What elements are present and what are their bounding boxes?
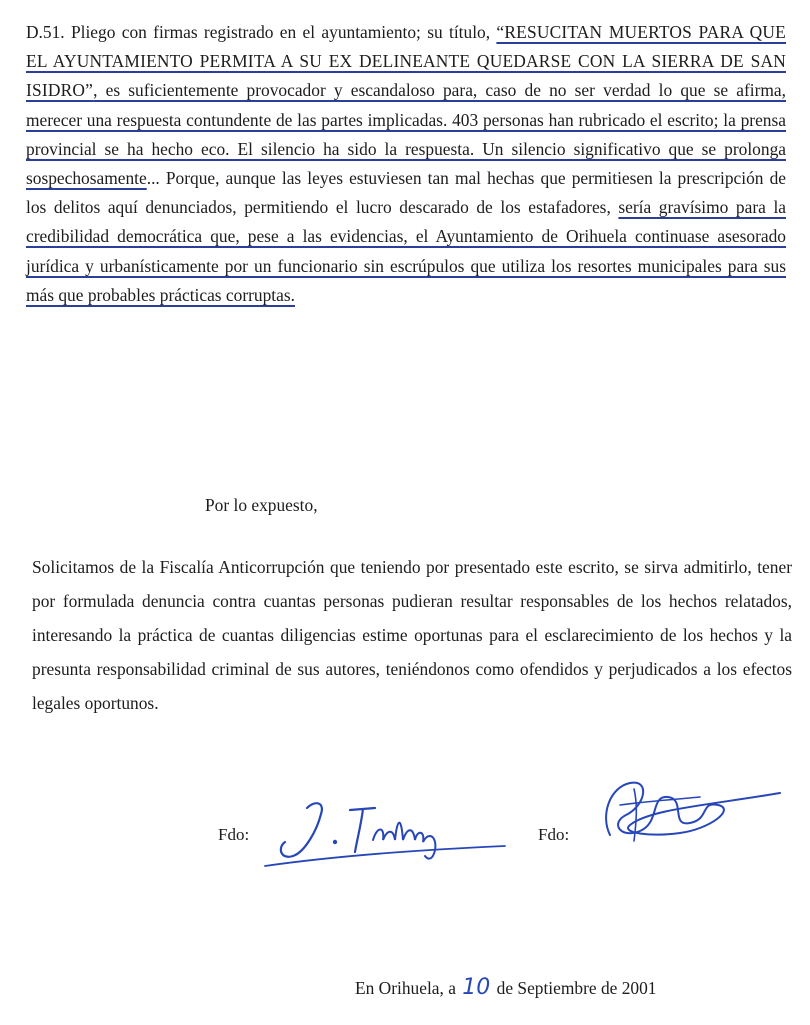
paragraph-sentence-b: El silencio ha sido la respuesta. Un silencio significativo que se prolonga sospechosamente: [26, 138, 786, 189]
signature-label-2: Fdo:: [538, 825, 570, 844]
request-paragraph: Solicitamos de la Fiscalía Anticorrupción que teniendo por presentado este escrito, se sirva admitirlo, tener por formulada denuncia contra cuantas personas pudieran resultar responsables de los hechos relatados, interesando la práctica de cuantas diligencias estime oportunas para el esclarecimiento de los hechos y la presunta responsabilidad criminal de sus autores, teniéndonos como ofendidos y perjudicados a los efectos legales oportunos.: [32, 557, 792, 713]
paragraph-sentence-c: ... Porque, aunque las leyes estuviesen tan mal hechas que permitiesen la prescripción de los delitos aquí denunciados, permitiendo el lucro descarado de los estafadores,: [26, 168, 786, 218]
closing-intro: Por lo expuesto,: [205, 495, 318, 515]
paragraph-lead: D.51. Pliego con firmas registrado en el ayuntamiento; su título,: [26, 22, 497, 42]
complaint-paragraph-d51: [26, 18, 786, 310]
date-line: [355, 975, 656, 1000]
pliego-title: “RESUCITAN MUERTOS PARA QUE EL AYUNTAMIENTO PERMITA A SU EX DELINEANTE QUEDARSE CON LA SIERRA DE SAN ISIDRO”: [26, 22, 787, 101]
date-suffix: de Septiembre de 2001: [492, 978, 657, 998]
signature-label-1: Fdo:: [218, 825, 250, 844]
date-day-handwritten: 10: [462, 975, 491, 1000]
date-prefix: En Orihuela, a: [355, 978, 461, 998]
signature-1-handwriting: [255, 790, 515, 870]
signature-2-handwriting: [590, 775, 790, 850]
paragraph-sentence-d: sería gravísimo para la credibilidad democrática que, pese a las evidencias, el Ayuntamiento de Orihuela continuase asesorado jurídica y urbanísticamente por un funcionario sin escrúpulos que utiliza los resortes municipales para sus más que probables prácticas corruptas.: [26, 197, 786, 305]
paragraph-sentence-a: , es suficientemente provocador y escandaloso para, caso de no ser verdad lo que se afirma, merecer una respuesta contundente de las partes implicadas. 403 personas han rubricado el escrito; la prensa provincial se ha hecho eco.: [26, 80, 786, 159]
